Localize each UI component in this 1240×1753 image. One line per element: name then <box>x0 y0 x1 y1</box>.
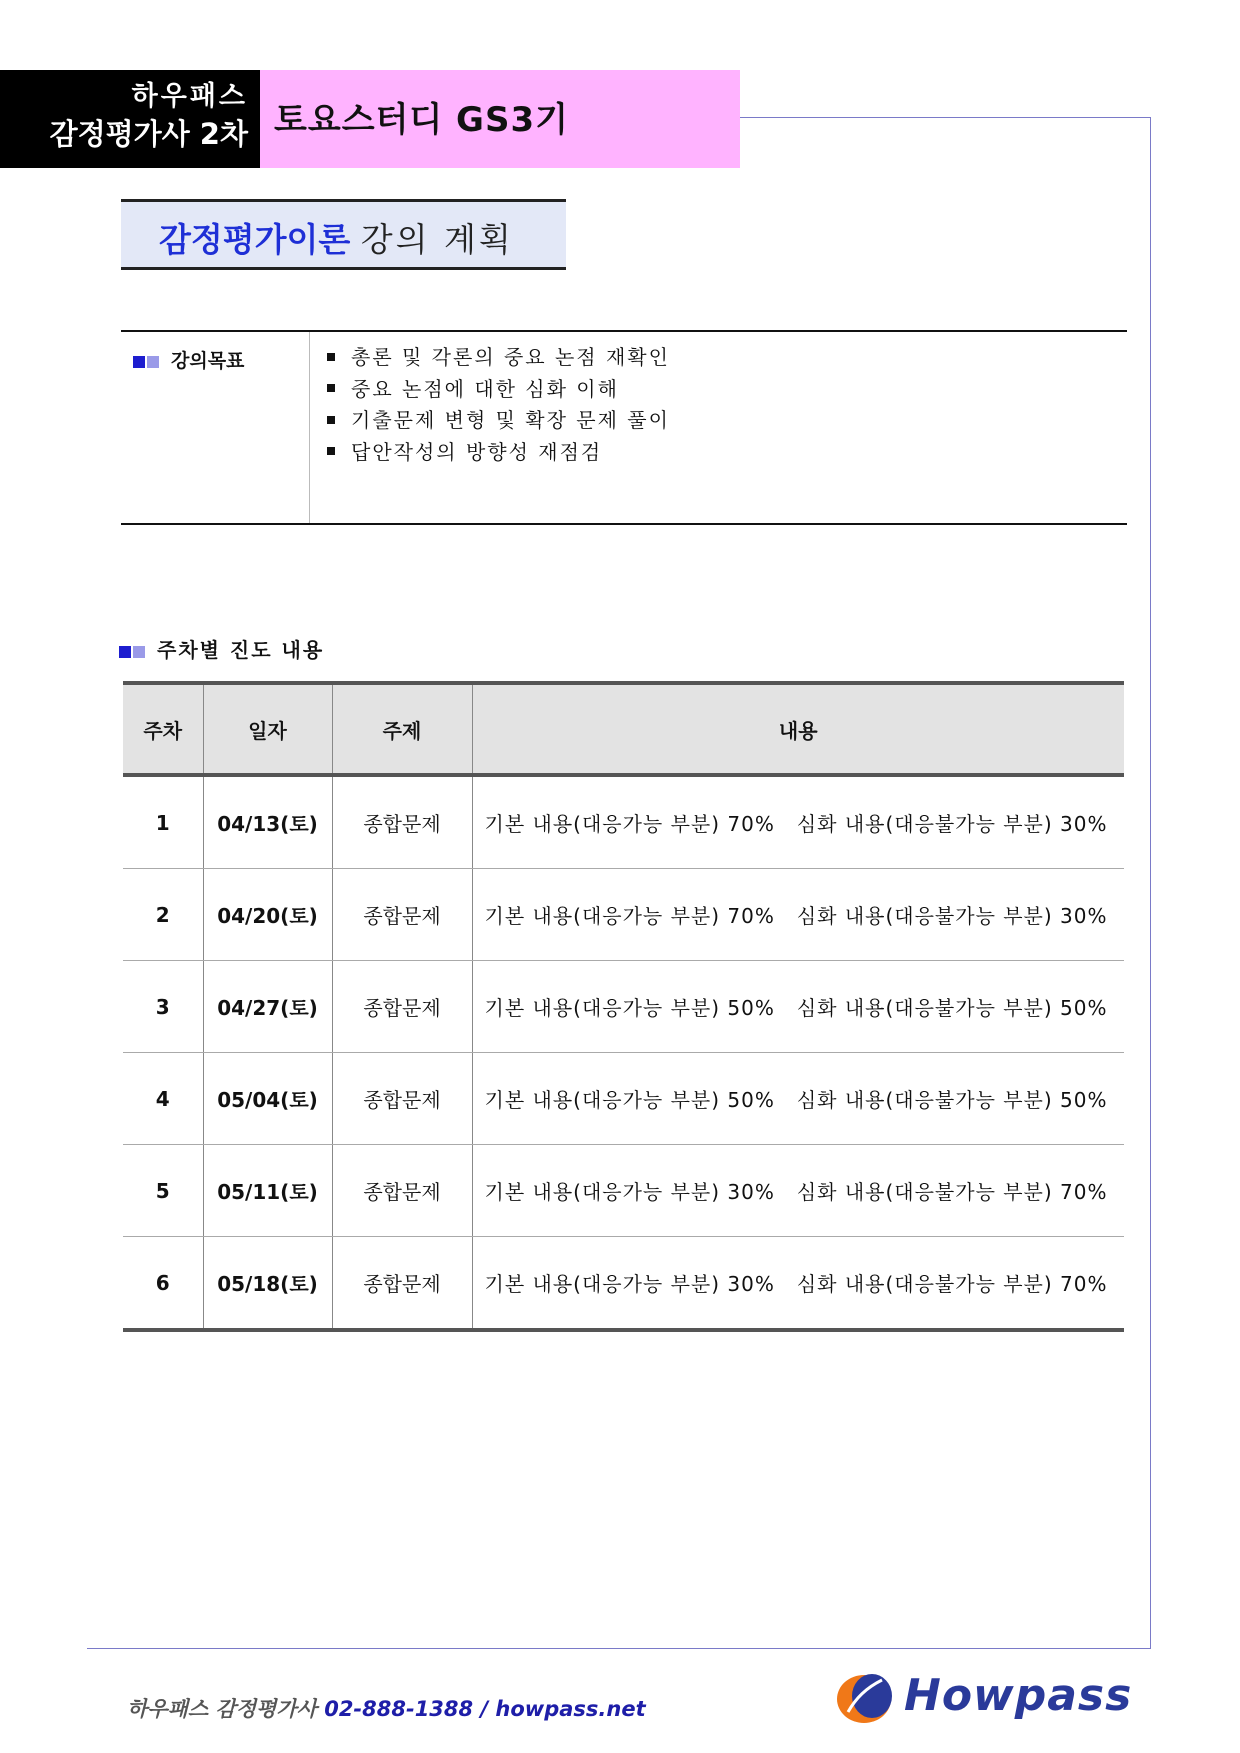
cell-topic: 종합문제 <box>332 1145 472 1237</box>
cell-topic: 종합문제 <box>332 775 472 869</box>
objectives-label: 강의목표 <box>171 350 245 372</box>
cell-date: 05/11(토) <box>203 1145 332 1237</box>
frame-top-line <box>740 117 1151 118</box>
schedule-label-text: 주차별 진도 내용 <box>157 638 325 662</box>
header-week: 주차 <box>123 683 203 775</box>
page-title <box>121 199 566 270</box>
table-row <box>123 1053 1124 1145</box>
cell-date: 04/13(토) <box>203 775 332 869</box>
table-row <box>123 775 1124 869</box>
basic-ratio: 기본 내용(대응가능 부분) 70% <box>484 812 775 836</box>
objective-text: 중요 논점에 대한 심화 이해 <box>351 376 619 401</box>
brand-line2: 감정평가사 2차 <box>49 117 248 151</box>
frame-right-line <box>1150 117 1151 1648</box>
cell-week: 4 <box>123 1053 203 1145</box>
cell-content <box>472 775 1124 869</box>
cell-content <box>472 1237 1124 1331</box>
frame-bottom-line <box>87 1648 1151 1649</box>
header-date: 일자 <box>203 683 332 775</box>
list-item <box>327 374 670 406</box>
cell-content <box>472 1145 1124 1237</box>
advanced-ratio: 심화 내용(대응불가능 부분) 70% <box>796 1180 1108 1204</box>
cell-topic: 종합문제 <box>332 869 472 961</box>
schedule-section-label <box>119 634 324 663</box>
header-topic: 주제 <box>332 683 472 775</box>
basic-ratio: 기본 내용(대응가능 부분) 50% <box>484 996 775 1020</box>
schedule-table <box>123 681 1124 1332</box>
square-bullet-icon <box>133 356 145 368</box>
title-highlight: 감정평가이론 <box>159 220 351 259</box>
square-bullet-icon <box>133 646 145 658</box>
header-course-block <box>260 70 740 168</box>
brand-line1: 하우패스 <box>131 81 248 112</box>
bullet-icon <box>327 353 335 361</box>
cell-week: 6 <box>123 1237 203 1331</box>
cell-content <box>472 961 1124 1053</box>
list-item <box>327 405 670 437</box>
list-item <box>327 342 670 374</box>
cell-week: 2 <box>123 869 203 961</box>
table-header-row <box>123 683 1124 775</box>
cell-content <box>472 1053 1124 1145</box>
square-bullet-icon <box>147 356 159 368</box>
footer-contact[interactable]: 02-888-1388 / howpass.net <box>324 1697 646 1721</box>
table-row <box>123 1145 1124 1237</box>
bullet-icon <box>327 447 335 455</box>
footer-company: 하우패스 감정평가사 <box>127 1697 317 1721</box>
cell-week: 3 <box>123 961 203 1053</box>
advanced-ratio: 심화 내용(대응불가능 부분) 30% <box>796 904 1108 928</box>
objectives-section <box>121 330 1127 525</box>
cell-topic: 종합문제 <box>332 1237 472 1331</box>
basic-ratio: 기본 내용(대응가능 부분) 50% <box>484 1088 775 1112</box>
cell-week: 5 <box>123 1145 203 1237</box>
basic-ratio: 기본 내용(대응가능 부분) 30% <box>484 1272 775 1296</box>
basic-ratio: 기본 내용(대응가능 부분) 70% <box>484 904 775 928</box>
objectives-label-wrap <box>133 346 244 373</box>
header-content: 내용 <box>472 683 1124 775</box>
objectives-list <box>327 342 670 468</box>
bullet-icon <box>327 416 335 424</box>
cell-date: 05/04(토) <box>203 1053 332 1145</box>
objectives-divider <box>309 332 310 523</box>
objective-text: 답안작성의 방향성 재점검 <box>351 439 603 464</box>
cell-date: 04/27(토) <box>203 961 332 1053</box>
advanced-ratio: 심화 내용(대응불가능 부분) 70% <box>796 1272 1108 1296</box>
howpass-logo-icon <box>830 1668 900 1728</box>
list-item <box>327 437 670 469</box>
advanced-ratio: 심화 내용(대응불가능 부분) 30% <box>796 812 1108 836</box>
table-row <box>123 869 1124 961</box>
cell-topic: 종합문제 <box>332 1053 472 1145</box>
cell-date: 05/18(토) <box>203 1237 332 1331</box>
title-rest: 강의 계획 <box>360 220 514 259</box>
basic-ratio: 기본 내용(대응가능 부분) 30% <box>484 1180 775 1204</box>
objective-text: 기출문제 변형 및 확장 문제 풀이 <box>351 408 670 432</box>
cell-date: 04/20(토) <box>203 869 332 961</box>
advanced-ratio: 심화 내용(대응불가능 부분) 50% <box>796 996 1108 1020</box>
table-row <box>123 1237 1124 1331</box>
course-title: 토요스터디 GS3기 <box>274 100 569 140</box>
cell-week: 1 <box>123 775 203 869</box>
objective-text: 총론 및 각론의 중요 논점 재확인 <box>351 345 670 369</box>
footer-contact-line <box>127 1693 646 1723</box>
cell-content <box>472 869 1124 961</box>
bullet-icon <box>327 384 335 392</box>
howpass-logo <box>830 1668 1133 1728</box>
advanced-ratio: 심화 내용(대응불가능 부분) 50% <box>796 1088 1108 1112</box>
header-brand-block <box>0 70 260 168</box>
table-row <box>123 961 1124 1053</box>
square-bullet-icon <box>119 646 131 658</box>
cell-topic: 종합문제 <box>332 961 472 1053</box>
logo-wordmark: Howpass <box>904 1670 1133 1721</box>
